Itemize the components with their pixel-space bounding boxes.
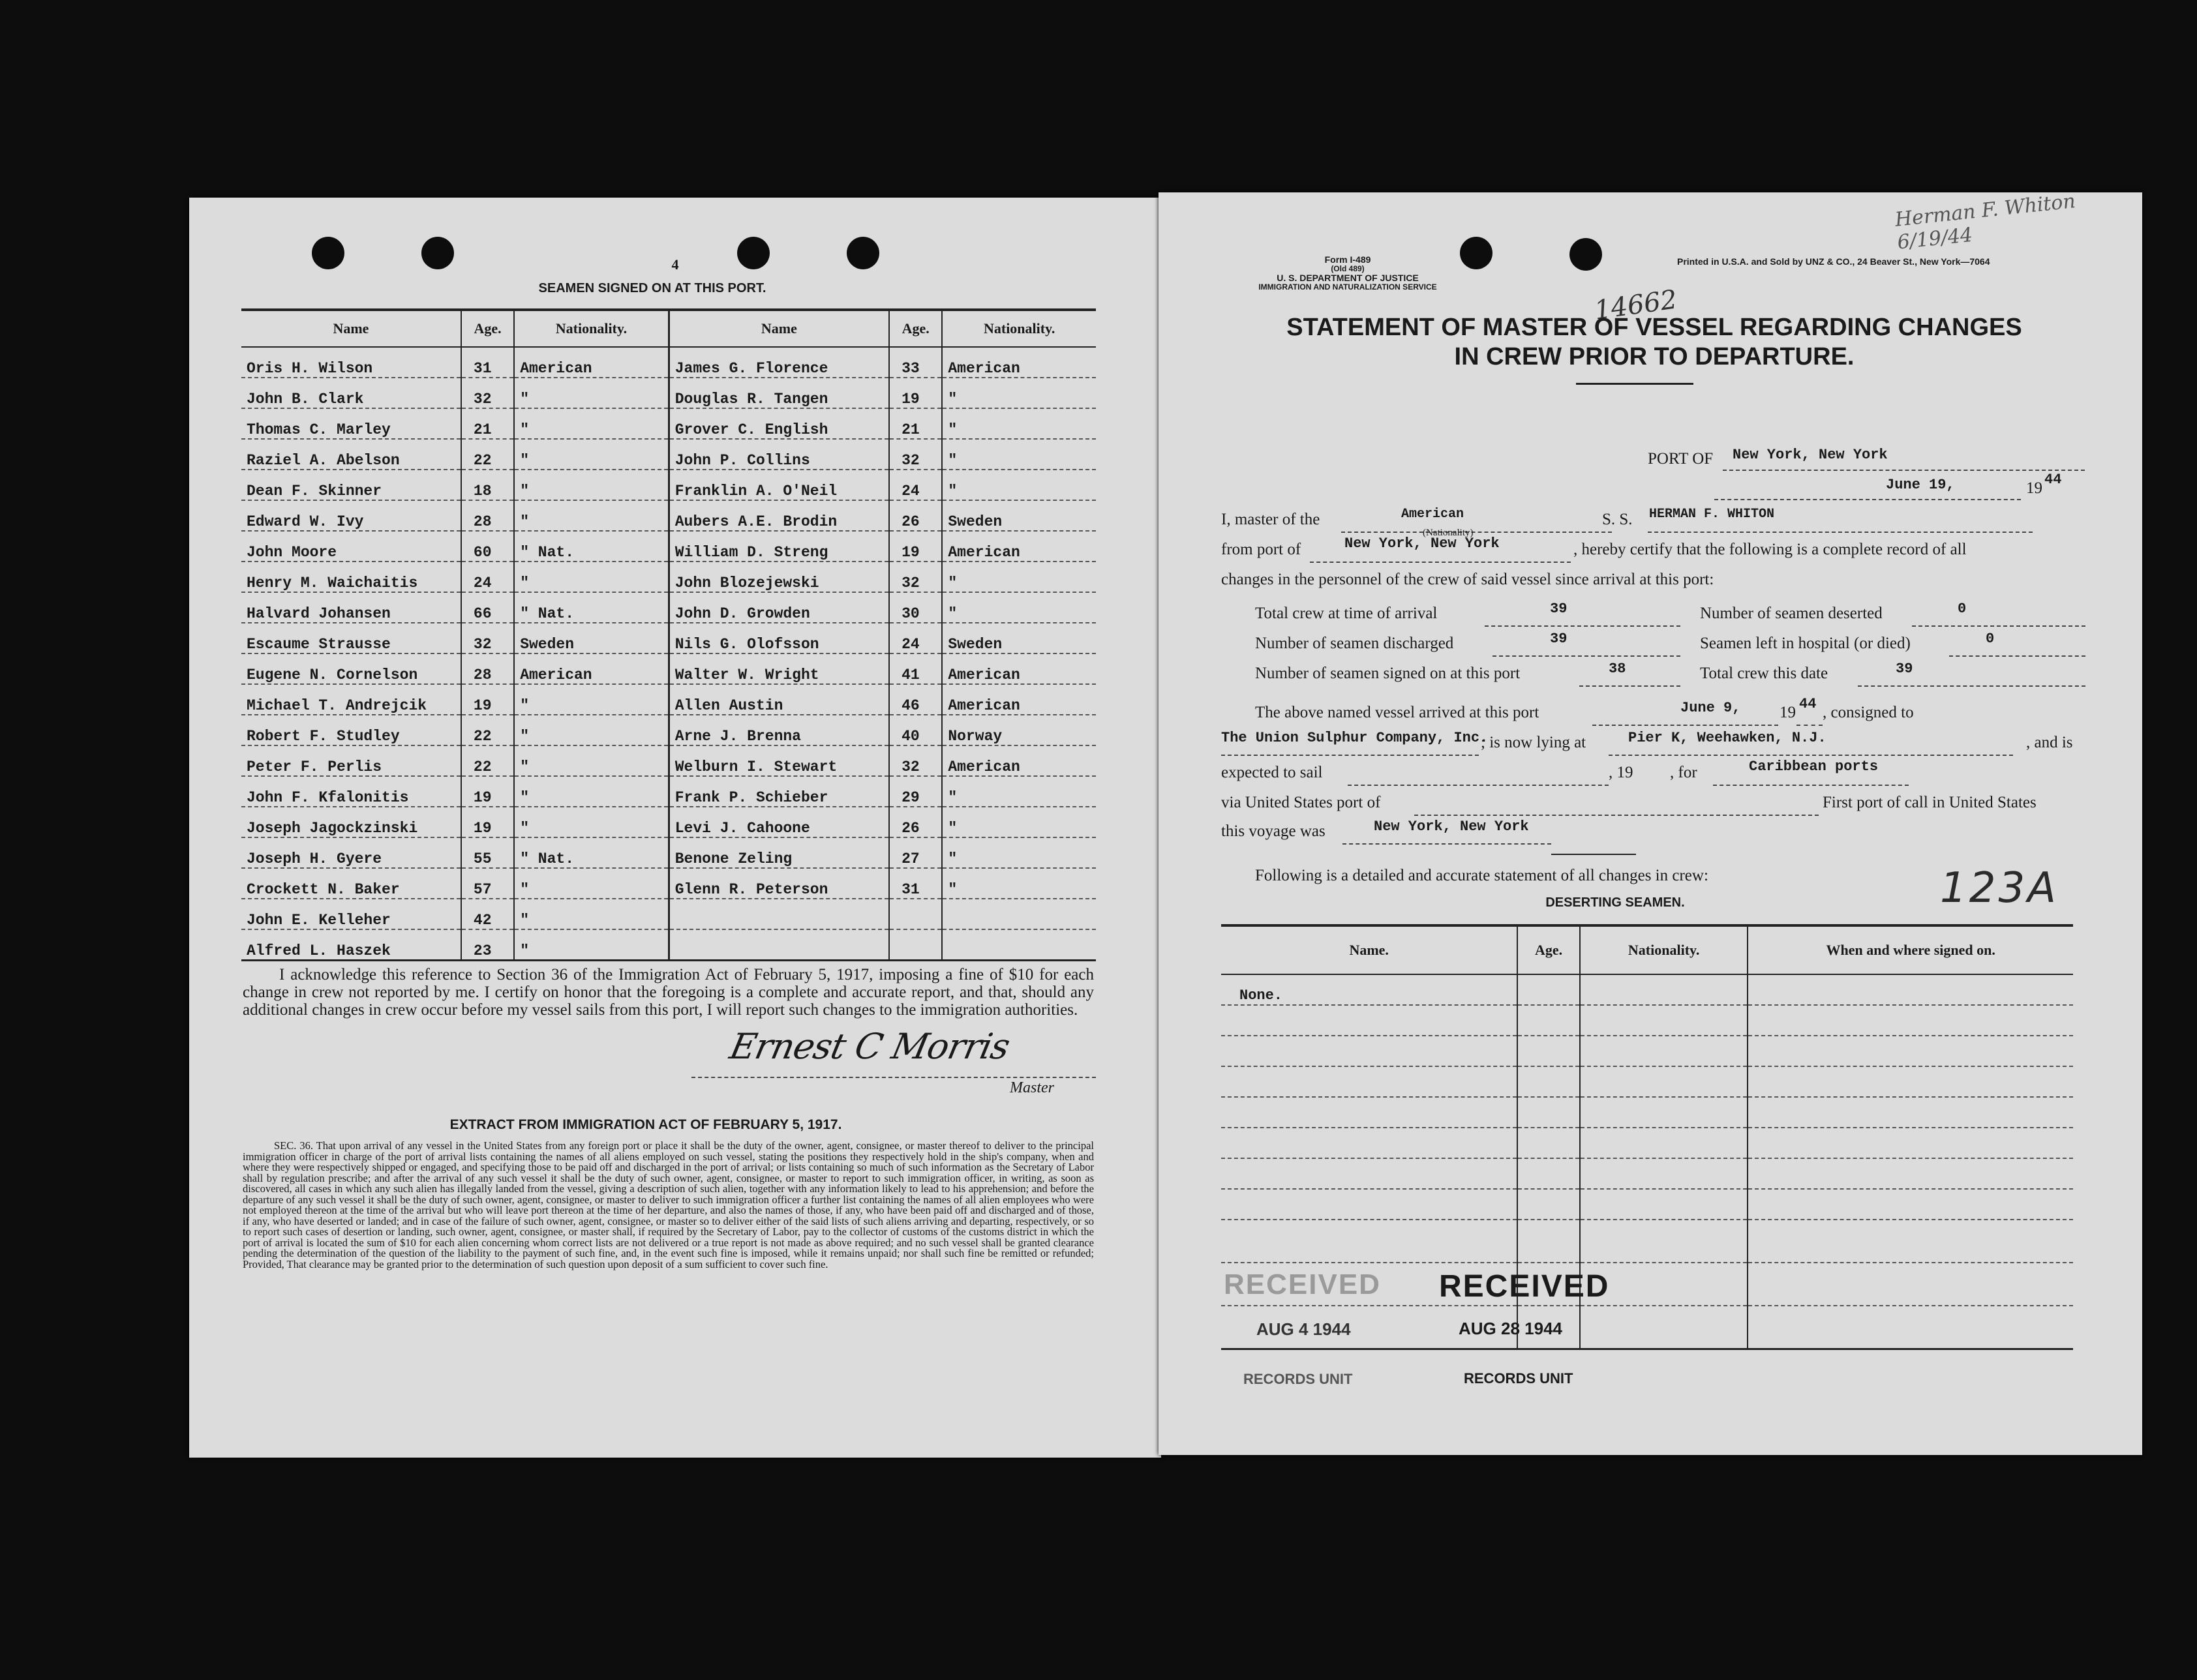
crew-nationality: ": [942, 470, 1096, 500]
table-row: [241, 408, 1096, 439]
stamp-date: AUG 4 1944: [1256, 1319, 1351, 1339]
crew-nationality: ": [942, 562, 1096, 592]
stamp-unit: RECORDS UNIT: [1243, 1371, 1353, 1387]
nationality-caption: (Nationality): [1423, 528, 1474, 538]
table-header-row: [241, 310, 1096, 347]
crew-name: Raziel A. Abelson: [241, 439, 461, 470]
crew-name: Walter W. Wright: [669, 653, 889, 684]
crew-nationality: ": [942, 439, 1096, 470]
crew-age: 24: [889, 623, 942, 653]
signature-role: Master: [1010, 1079, 1054, 1096]
crew-nationality: Sweden: [942, 623, 1096, 653]
arrived-label: The above named vessel arrived at this port: [1255, 704, 1539, 721]
year-value: 44: [2044, 472, 2062, 488]
crew-nationality: ": [942, 408, 1096, 439]
column-header: Age.: [461, 310, 514, 347]
table-row: [241, 439, 1096, 470]
changes-text: changes in the personnel of the crew of said vessel since arrival at this port:: [1221, 571, 1714, 588]
column-header: Nationality.: [942, 310, 1096, 347]
total-date-label: Total crew this date: [1700, 665, 1828, 682]
crew-name: Eugene N. Cornelson: [241, 653, 461, 684]
signed-on-value: 38: [1609, 661, 1626, 677]
crew-nationality: ": [942, 868, 1096, 899]
crew-age: 32: [889, 439, 942, 470]
crew-age: 41: [889, 653, 942, 684]
extract-title: EXTRACT FROM IMMIGRATION ACT OF FEBRUARY 5, 1917.: [449, 1117, 842, 1132]
deserted-line: [1912, 606, 2085, 627]
crew-age: 31: [889, 868, 942, 899]
crew-age: 55: [461, 837, 514, 868]
crew-nationality: ": [942, 807, 1096, 837]
crew-nationality: ": [514, 500, 669, 531]
crew-nationality: American: [942, 531, 1096, 562]
crew-age: 57: [461, 868, 514, 899]
punch-hole: [1569, 238, 1602, 271]
crew-name: Douglas R. Tangen: [669, 378, 889, 408]
nationality-line: [1341, 512, 1612, 533]
crew-age: 28: [461, 653, 514, 684]
expected-line: [1348, 765, 1609, 786]
crew-name: Alfred L. Haszek: [241, 929, 461, 961]
table-row: [241, 868, 1096, 899]
crew-nationality: " Nat.: [514, 837, 669, 868]
vessel-name: HERMAN F. WHITON: [1649, 507, 1775, 522]
crew-name: William D. Streng: [669, 531, 889, 562]
punch-hole: [1460, 237, 1492, 269]
arrived-year: 44: [1799, 696, 1817, 712]
port-label: PORT OF: [1648, 450, 1714, 468]
crew-nationality: ": [514, 929, 669, 961]
column-header: Name: [669, 310, 889, 347]
crew-name: Robert F. Studley: [241, 715, 461, 745]
table-row: [241, 470, 1096, 500]
right-page: [1159, 189, 2142, 1455]
column-header: Name: [241, 310, 461, 347]
crew-nationality: American: [942, 653, 1096, 684]
crew-age: 60: [461, 531, 514, 562]
table-row: [241, 684, 1096, 715]
crew-age: 22: [461, 715, 514, 745]
received-stamp: [1439, 1268, 1713, 1387]
section-heading: SEAMEN SIGNED ON AT THIS PORT.: [538, 281, 766, 295]
crew-name: Allen Austin: [669, 684, 889, 715]
crew-age: 40: [889, 715, 942, 745]
crew-name: Thomas C. Marley: [241, 408, 461, 439]
crew-nationality: ": [514, 745, 669, 776]
crew-name: Peter F. Perlis: [241, 745, 461, 776]
column-header: Nationality.: [1580, 925, 1748, 974]
desert-name: None.: [1221, 974, 1517, 1005]
table-row: [241, 929, 1096, 961]
certify-text: , hereby certify that the following is a complete record of all: [1573, 541, 1967, 558]
crew-nationality: [942, 899, 1096, 929]
crew-nationality: ": [514, 470, 669, 500]
ss-label: S. S.: [1602, 511, 1633, 528]
from-port-label: from port of: [1221, 541, 1301, 558]
crew-age: 21: [889, 408, 942, 439]
table-row: [1221, 1128, 2073, 1158]
crew-name: Henry M. Waichaitis: [241, 562, 461, 592]
hospital-line: [1949, 636, 2085, 657]
hospital-value: 0: [1986, 631, 1995, 647]
crew-age: 19: [461, 684, 514, 715]
year-prefix: 19: [2026, 479, 2042, 497]
crew-nationality: ": [514, 408, 669, 439]
crew-age: 19: [461, 807, 514, 837]
crew-name: [669, 929, 889, 961]
title-line-2: IN CREW PRIOR TO DEPARTURE.: [1454, 343, 1855, 370]
crew-age: 27: [889, 837, 942, 868]
crew-name: Arne J. Brenna: [669, 715, 889, 745]
acknowledgement-text: I acknowledge this reference to Section 36 of the Immigration Act of February 5, 1917, imposing a fine of $10 for each change in crew not reported by me. I certify on honor that the foregoing is a complete and accurate report, and that, should any additional changes in crew occur before my vessel sails from this port, I will report such changes to the immigration authorities.: [243, 966, 1094, 1019]
total-date-value: 39: [1896, 661, 1913, 677]
total-arrival-line: [1485, 606, 1680, 627]
crew-name: Escaume Strausse: [241, 623, 461, 653]
table-row: [1221, 1189, 2073, 1220]
crew-nationality: American: [942, 347, 1096, 378]
via-label: via United States port of: [1221, 794, 1381, 811]
form-no: Form I-489: [1324, 254, 1371, 265]
table-row: [1221, 1158, 2073, 1189]
crew-nationality: [942, 929, 1096, 961]
crew-nationality: ": [514, 776, 669, 807]
table-row: [1221, 1220, 2073, 1263]
crew-name: John F. Kfalonitis: [241, 776, 461, 807]
table-row: [1221, 1066, 2073, 1097]
crew-age: 21: [461, 408, 514, 439]
crew-nationality: ": [514, 562, 669, 592]
table-row: [241, 899, 1096, 929]
crew-name: Benone Zeling: [669, 837, 889, 868]
discharged-line: [1492, 636, 1680, 657]
table-row: [241, 562, 1096, 592]
signed-on-label: Number of seamen signed on at this port: [1255, 665, 1521, 682]
signature-text: Ernest C Morris: [726, 1026, 1014, 1067]
crew-name: Franklin A. O'Neil: [669, 470, 889, 500]
crew-age: 19: [889, 378, 942, 408]
crew-name: Frank P. Schieber: [669, 776, 889, 807]
crew-name: Levi J. Cahoone: [669, 807, 889, 837]
crew-age: 46: [889, 684, 942, 715]
crew-name: John P. Collins: [669, 439, 889, 470]
crew-age: 24: [889, 470, 942, 500]
table-row: [1221, 974, 2073, 1005]
crew-nationality: ": [514, 868, 669, 899]
crew-age: 18: [461, 470, 514, 500]
crew-age: 23: [461, 929, 514, 961]
signed-on-line: [1579, 666, 1680, 687]
expected-label: expected to sail: [1221, 764, 1323, 781]
crew-age: 32: [889, 745, 942, 776]
via-line: [1414, 795, 1819, 816]
deserting-heading: DESERTING SEAMEN.: [1545, 895, 1685, 910]
table-row: [1221, 1036, 2073, 1066]
voyage-label: this voyage was: [1221, 822, 1326, 840]
column-header: Age.: [889, 310, 942, 347]
crew-table: [241, 308, 1096, 961]
crew-nationality: ": [514, 899, 669, 929]
crew-name: Grover C. English: [669, 408, 889, 439]
punch-hole: [312, 237, 344, 269]
crew-name: Dean F. Skinner: [241, 470, 461, 500]
crew-nationality: ": [942, 592, 1096, 623]
crew-age: 26: [889, 807, 942, 837]
form-number: [1250, 255, 1446, 292]
crew-name: Nils G. Olofsson: [669, 623, 889, 653]
hospital-label: Seamen left in hospital (or died): [1700, 635, 1911, 652]
following-text: Following is a detailed and accurate statement of all changes in crew:: [1255, 867, 1708, 884]
punch-hole: [847, 237, 879, 269]
crew-age: 22: [461, 439, 514, 470]
table-row: [1221, 1005, 2073, 1036]
first-port-label: First port of call in United States: [1823, 794, 2037, 811]
crew-nationality: ": [942, 378, 1096, 408]
title-rule: [1576, 383, 1693, 385]
crew-nationality: ": [942, 776, 1096, 807]
table-row: [241, 378, 1096, 408]
table-row: [241, 531, 1096, 562]
column-header: When and where signed on.: [1748, 925, 2073, 974]
table-row: [241, 592, 1096, 623]
arrived-year-prefix: 19: [1780, 704, 1796, 721]
crew-name: John Blozejewski: [669, 562, 889, 592]
stamp-date: AUG 28 1944: [1459, 1319, 1562, 1338]
crew-age: 22: [461, 745, 514, 776]
crew-name: John Moore: [241, 531, 461, 562]
and-is-text: , and is: [2026, 734, 2073, 751]
crew-age: 19: [461, 776, 514, 807]
deserted-label: Number of seamen deserted: [1700, 605, 1883, 622]
crew-nationality: Norway: [942, 715, 1096, 745]
crew-name: Michael T. Andrejcik: [241, 684, 461, 715]
crew-nationality: ": [514, 439, 669, 470]
crew-nationality: ": [514, 378, 669, 408]
table-row: [241, 807, 1096, 837]
voyage-rule: [1551, 854, 1636, 855]
crew-name: John E. Kelleher: [241, 899, 461, 929]
for-label: , for: [1670, 764, 1697, 781]
crew-name: Halvard Johansen: [241, 592, 461, 623]
received-stamp-faded: [1224, 1268, 1459, 1388]
department: U. S. DEPARTMENT OF JUSTICE: [1277, 273, 1419, 283]
table-row: [241, 745, 1096, 776]
column-header: Nationality.: [514, 310, 669, 347]
crew-age: 32: [461, 623, 514, 653]
crew-age: 32: [889, 562, 942, 592]
crew-age: 33: [889, 347, 942, 378]
crew-nationality: American: [514, 347, 669, 378]
destination-value: Caribbean ports: [1749, 758, 1879, 775]
page-number: 4: [671, 256, 679, 273]
crew-nationality: " Nat.: [514, 531, 669, 562]
crew-name: Edward W. Ivy: [241, 500, 461, 531]
table-row: [241, 500, 1096, 531]
service: IMMIGRATION AND NATURALIZATION SERVICE: [1258, 282, 1437, 292]
punch-hole: [737, 237, 770, 269]
column-header: Age.: [1517, 925, 1580, 974]
crew-name: [669, 899, 889, 929]
crew-nationality: " Nat.: [514, 592, 669, 623]
crew-age: [889, 929, 942, 961]
crew-age: 19: [889, 531, 942, 562]
crew-name: Crockett N. Baker: [241, 868, 461, 899]
date-line: [1714, 479, 2021, 500]
table-row: [241, 837, 1096, 868]
voyage-value: New York, New York: [1374, 818, 1529, 835]
handwritten-code: 123A: [1940, 864, 2059, 912]
crew-nationality: American: [514, 653, 669, 684]
consignee-value: The Union Sulphur Company, Inc.: [1221, 730, 1489, 746]
date-value: June 19,: [1886, 477, 1955, 493]
table-row: [1221, 1097, 2073, 1128]
crew-age: 28: [461, 500, 514, 531]
table-row: [241, 347, 1096, 378]
crew-age: 42: [461, 899, 514, 929]
table-row: [241, 653, 1096, 684]
crew-name: John B. Clark: [241, 378, 461, 408]
stamp-unit: RECORDS UNIT: [1464, 1370, 1573, 1387]
lying-value: Pier K, Weehawken, N.J.: [1628, 730, 1826, 746]
master-signature: [691, 1025, 1096, 1078]
crew-age: 30: [889, 592, 942, 623]
crew-nationality: ": [942, 837, 1096, 868]
form-old: (Old 489): [1331, 264, 1365, 273]
extract-text: SEC. 36. That upon arrival of any vessel in the United States from any foreign port or place it shall be the duty of the owner, agent, consignee, or master thereof to deliver to the principal immigration officer in charge of the port of arrival lists containing the names of all aliens employed on such vessel, stating the positions they respectively hold in the ship's company, when and where they were respectively shipped or engaged, and specifying those to be paid off and discharged in the port of arrival; or lists containing so much of such information as the Secretary of Labor shall by regulation prescribe; and after the arrival of any such vessel it shall be the duty of such owner, agent, consignee, or master to report to such immigration officer, in writing, as soon as discovered, all cases in which any such alien has illegally landed from the vessel, giving a description of such alien, together with any information likely to lead to his apprehension; and before the departure of any such vessel it shall be the duty of such owner, agent, consignee, or master to deliver to such immigration officer a further list containing the names of all alien employees who were not employed thereon at the time of the arrival but who will leave port thereon at the time of her departure, and also the names of those, if any, who have been paid off and discharged and of those, if any, who have deserted or landed; and in case of the failure of such owner, agent, consignee, or master so to deliver either of the said lists of such aliens arriving and departing, respectively, or so to report such cases of desertion or landing, such owner, agent, consignee, or master shall, if required by the Secretary of Labor, pay to the collector of customs of the customs district in which the port of arrival is located the sum of $10 for each alien concerning whom correct lists are not delivered or a true report is not made as above required; and no such vessel shall be granted clearance pending the determination of the question of the liability to the payment of such fine, and, in the event such fine is imposed, while it remains unpaid; nor shall such fine be remitted or refunded; Provided, That clearance may be granted prior to the determination of such question upon deposit of a sum sufficient to cover such fine.: [243, 1139, 1094, 1270]
stamp-word: RECEIVED: [1439, 1269, 1610, 1304]
crew-nationality: ": [514, 807, 669, 837]
lying-label: ; is now lying at: [1481, 734, 1586, 751]
crew-nationality: American: [942, 745, 1096, 776]
from-port-value: New York, New York: [1344, 535, 1500, 552]
crew-nationality: American: [942, 684, 1096, 715]
form-title: [1211, 313, 2098, 372]
total-arrival-label: Total crew at time of arrival: [1255, 605, 1438, 622]
crew-age: 24: [461, 562, 514, 592]
total-date-line: [1858, 666, 2085, 687]
discharged-label: Number of seamen discharged: [1255, 635, 1454, 652]
total-arrival-value: 39: [1550, 601, 1568, 617]
crew-name: Oris H. Wilson: [241, 347, 461, 378]
crew-age: [889, 899, 942, 929]
handwritten-corner-note: Herman F. Whiton 6/19/44: [1894, 189, 2077, 254]
crew-age: 26: [889, 500, 942, 531]
handwritten-reference: 14662: [1592, 284, 1679, 326]
printer-line: Printed in U.S.A. and Sold by UNZ & CO., 24 Beaver St., New York—7064: [1677, 256, 1990, 267]
table-row: [241, 715, 1096, 745]
punch-hole: [421, 237, 454, 269]
crew-nationality: ": [514, 715, 669, 745]
table-row: [241, 623, 1096, 653]
discharged-value: 39: [1550, 631, 1568, 647]
crew-nationality: ": [514, 684, 669, 715]
port-value: New York, New York: [1733, 447, 1888, 463]
crew-name: Joseph Jagockzinski: [241, 807, 461, 837]
crew-age: 31: [461, 347, 514, 378]
crew-name: John D. Growden: [669, 592, 889, 623]
crew-age: 66: [461, 592, 514, 623]
title-line-1: STATEMENT OF MASTER OF VESSEL REGARDING CHANGES: [1286, 314, 2022, 341]
table-row: [241, 776, 1096, 807]
crew-nationality: Sweden: [514, 623, 669, 653]
consigned-label: , consigned to: [1823, 704, 1914, 721]
table-header-row: [1221, 925, 2073, 974]
nationality-value: American: [1401, 507, 1464, 522]
crew-age: 32: [461, 378, 514, 408]
crew-nationality: Sweden: [942, 500, 1096, 531]
crew-name: Joseph H. Gyere: [241, 837, 461, 868]
column-header: Name.: [1221, 925, 1517, 974]
deserted-value: 0: [1958, 601, 1967, 617]
master-of-label: I, master of the: [1221, 511, 1320, 528]
arrived-date: June 9,: [1680, 700, 1741, 716]
left-page: [189, 198, 1161, 1458]
crew-age: 29: [889, 776, 942, 807]
crew-name: Glenn R. Peterson: [669, 868, 889, 899]
crew-name: Welburn I. Stewart: [669, 745, 889, 776]
arrived-year-line: [1796, 705, 1823, 726]
expected-year: , 19: [1609, 764, 1633, 781]
crew-name: James G. Florence: [669, 347, 889, 378]
stamp-word: RECEIVED: [1224, 1268, 1381, 1300]
crew-name: Aubers A.E. Brodin: [669, 500, 889, 531]
